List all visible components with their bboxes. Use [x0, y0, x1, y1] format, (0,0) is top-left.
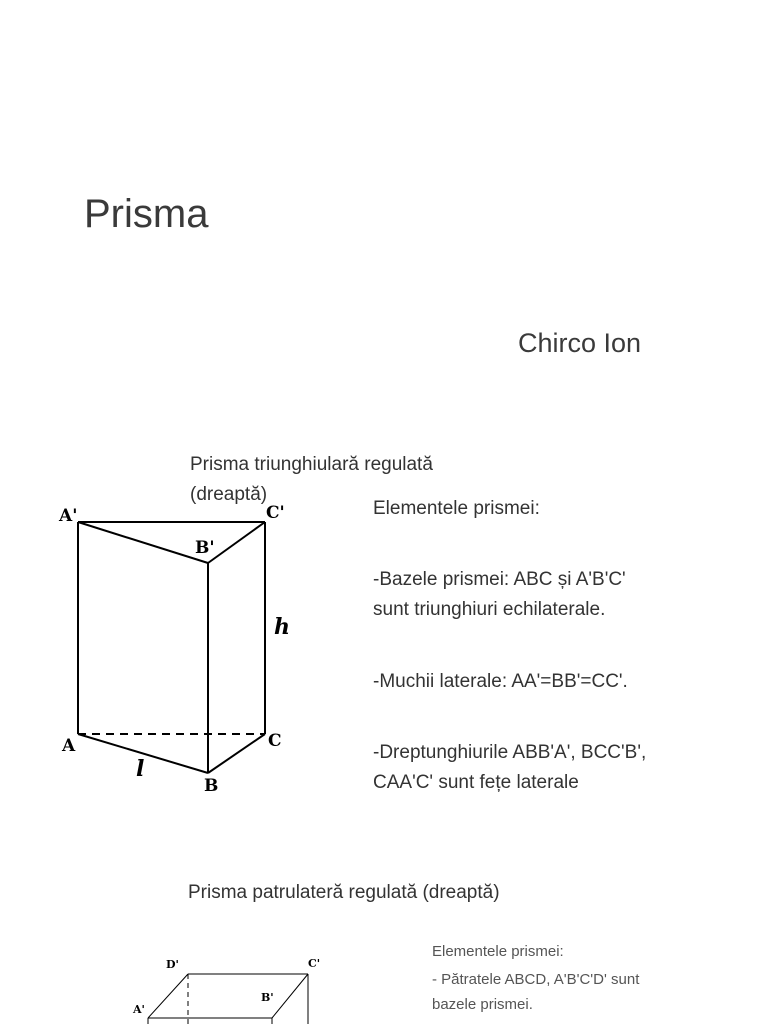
- vertex-label-c-prime-square: C': [308, 957, 321, 970]
- vertex-label-a: A: [62, 736, 76, 756]
- square-prism-bases-line1: - Pătratele ABCD, A'B'C'D' sunt: [432, 971, 640, 988]
- vertex-label-c-prime: C': [266, 503, 285, 523]
- author-name: Chirco Ion: [518, 328, 642, 358]
- triangular-prism-heading-line2: (dreaptă): [190, 484, 268, 505]
- lateral-faces-description-line1: -Dreptunghiurile ABB'A', BCC'B',: [373, 742, 647, 763]
- bases-description-line2: sunt triunghiuri echilaterale.: [373, 599, 606, 620]
- lateral-faces-description-line2: CAA'C' sunt fețe laterale: [373, 772, 579, 793]
- square-prism-bases-description: [432, 967, 732, 1017]
- square-prism-bases-line2: bazele prismei.: [432, 996, 533, 1013]
- triangular-prism-heading-line1: Prisma triunghiulară regulată: [190, 454, 433, 475]
- vertex-label-a-prime-square: A': [133, 1003, 145, 1016]
- lateral-edges-description: -Muchii laterale: AA'=BB'=CC'.: [373, 671, 628, 692]
- vertex-label-b-prime: B': [195, 538, 215, 558]
- vertex-label-a-prime: A': [59, 506, 78, 526]
- square-prism-elements-title: Elementele prismei:: [432, 943, 564, 960]
- height-label: h: [274, 614, 290, 640]
- presentation-title: Prisma: [84, 192, 209, 236]
- vertex-label-c: C: [268, 731, 282, 751]
- side-length-label: l: [136, 756, 145, 782]
- quadrilateral-prism-heading: Prisma patrulateră regulată (dreaptă): [188, 882, 500, 903]
- vertex-label-d-prime: D': [166, 958, 179, 971]
- vertex-label-b-prime-square: B': [261, 991, 274, 1004]
- bases-description-line1: -Bazele prismei: ABC și A'B'C': [373, 569, 626, 590]
- elements-title: Elementele prismei:: [373, 498, 540, 519]
- vertex-label-b: B: [204, 776, 219, 796]
